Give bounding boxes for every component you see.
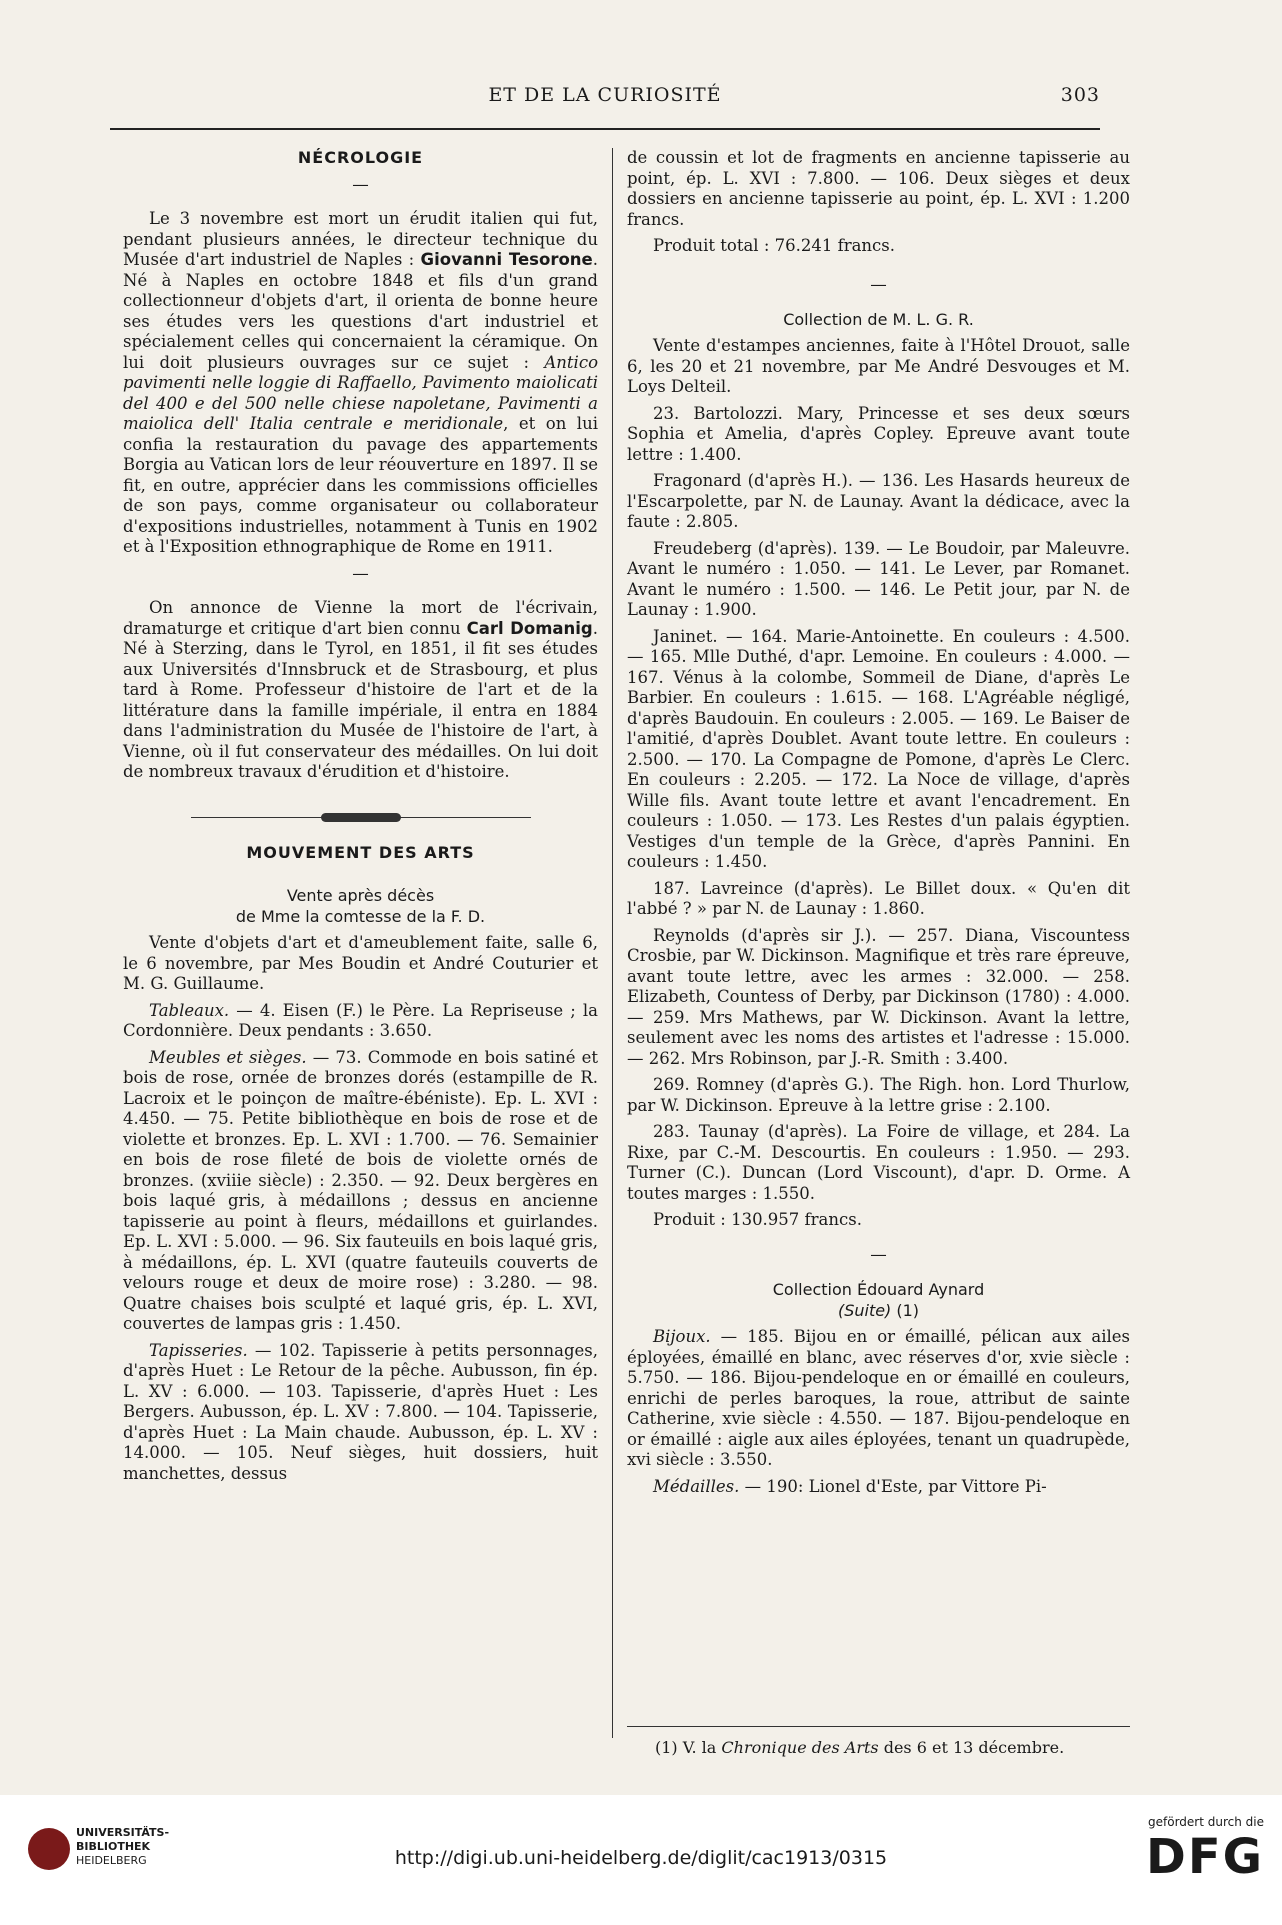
vente-title-line-2: de Mme la comtesse de la F. D. bbox=[235, 907, 486, 926]
section-dash: — bbox=[870, 1244, 887, 1264]
section-dash: — bbox=[870, 274, 887, 294]
works-titles: Antico pavimenti nelle loggie di Raffaello, Pavimento maiolicati del 400 e del 500 nelle chiese napoletane, Pavimenti a maiolica dell' Italia centrale e meridionale bbox=[123, 352, 598, 433]
meubles-paragraph: Meubles et sièges. — 73. Commode en bois satiné et bois de rose, ornée de bronzes dorés (estampille de R. Lacroix et le poinçon de maître-ébéniste). Ep. L. XVI : 4.450. — 75. Petite bibliothèque en bois de rose et de violette et bronzes. Ep. L. XVI : 1.700. — 76. Semainier en bois de rose fileté de bois de violette ornés de bronzes. (xviiie siècle) : 2.350. — 92. Deux bergères en bois laqué gris, à médaillons ; dessus en ancienne tapisserie au point à fleurs, médaillons et guirlandes. Ep. L. XVI : 5.000. — 96. Six fauteuils en bois laqué gris, à médaillons, ép. L. XVI (quatre fauteuils couverts de velours rouge et deux de moire rose) : 3.280. — 98. Quatre chaises bois sculpté et laqué gris, ép. L. XVI, couvertes de lampas gris : 1.450. bbox=[123, 1047, 598, 1333]
permalink-url[interactable]: http://digi.ub.uni-heidelberg.de/diglit/cac1913/0315 bbox=[394, 1847, 888, 1869]
bijoux-label: Bijoux. bbox=[653, 1327, 711, 1346]
medailles-label: Médailles. bbox=[653, 1476, 740, 1496]
footnote: (1) V. la Chronique des Arts des 6 et 13 décembre. bbox=[655, 1738, 1065, 1757]
dfg-sponsor-logo[interactable] bbox=[1114, 1815, 1264, 1885]
ornamental-divider bbox=[191, 811, 531, 825]
collection-aynard-title: Collection Édouard Aynard bbox=[772, 1280, 985, 1299]
mlgr-item: Fragonard (d'après H.). — 136. Les Hasards heureux de l'Escarpolette, par N. de Launay. Avant la dédicace, avec la faute : 2.805. bbox=[627, 471, 1130, 531]
page-number: 303 bbox=[1060, 84, 1100, 106]
footnote-rule bbox=[627, 1726, 1130, 1727]
viewer-footer bbox=[0, 1795, 1282, 1925]
university-library-logo[interactable]: UNIVERSITÄTS- BIBLIOTHEK HEIDELBERG bbox=[28, 1822, 138, 1902]
bijoux-paragraph: Bijoux. — 185. Bijou en or émaillé, pélican aux ailes éployées, émaillé en blanc, avec réserves d'or, xvie siècle : 5.750. — 186. Bijou-pendeloque en or émaillé en couleurs, enrichi de perles baroques, la roue, attribut de sainte Catherine, xvie siècle : 4.550. — 187. Bijou-pendeloque en or émaillé : aigle aux ailes éployées, tenant un quadrupède, xvi siècle : 3.550. bbox=[627, 1327, 1130, 1469]
person-name: Carl Domanig bbox=[466, 618, 593, 638]
mlgr-item: Janinet. — 164. Marie-Antoinette. En couleurs : 4.500. — 165. Mlle Duthé, d'apr. Lemoine. En couleurs : 4.000. — 167. Vénus à la colombe, Sommeil de Diane, d'après Le Barbier. En couleurs : 1.615. — 168. L'Agréable négligé, d'après Baudouin. En couleurs : 2.005. — 169. Le Baiser de l'amitié, d'après Doublet. Avant toute lettre. En couleurs : 2.500. — 170. La Compagne de Pomone, d'après Le Clerc. En couleurs : 2.205. — 172. La Noce de village, d'après Wille fils. Avant toute lettre et avant l'encadrement. En couleurs : 1.050. — 173. Les Restes d'un palais égyptien. Vestiges d'un temple de la Grèce, d'après Pannini. En couleurs : 1.450. bbox=[627, 626, 1130, 871]
mlgr-item: Reynolds (d'après sir J.). — 257. Diana, Viscountess Crosbie, par W. Dickinson. Magnifique et très rare épreuve, avant toute lettre, avec les armes : 32.000. — 258. Elizabeth, Countess of Derby, par Dickinson (1780) : 4.000. — 259. Mrs Mathews, par W. Dickinson. Avant la lettre, seulement avec les noms des artistes et l'adresse : 15.000. — 262. Mrs Robinson, par J.-R. Smith : 3.400. bbox=[627, 925, 1130, 1068]
left-column bbox=[123, 148, 598, 1490]
necrology-paragraph-2: On annonce de Vienne la mort de l'écrivain, dramaturge et critique d'art bien connu Carl Domanig. Né à Sterzing, dans le Tyrol, en 1851, il fit ses études aux Universités d'Innsbruck et de Strasbourg, et plus tard à Rome. Professeur d'histoire de l'art et de la littérature dans la famille impériale, il entra en 1884 dans l'administration du Musée de l'histoire de l'art, à Vienne, où il fut conservateur des médailles. On lui doit de nombreux travaux d'érudition et d'histoire. bbox=[123, 598, 598, 781]
tableaux-label: Tableaux. bbox=[149, 1000, 230, 1020]
medailles-paragraph: Médailles. — 190: Lionel d'Este, par Vittore Pi- bbox=[653, 1476, 1047, 1496]
collection-mlgr-title: Collection de M. L. G. R. bbox=[783, 310, 974, 329]
dfg-logo-text: DFG bbox=[1145, 1829, 1264, 1885]
mlgr-item: Freudeberg (d'après). 139. — Le Boudoir, par Maleuvre. Avant le numéro : 1.050. — 141. Le Lever, par Romanet. Avant le numéro : 1.500. — 146. Le Petit jour, par N. de Launay : 1.900. bbox=[627, 538, 1130, 619]
necrologie-title: NÉCROLOGIE bbox=[297, 148, 424, 167]
section-dash: — bbox=[352, 563, 369, 583]
continuation-paragraph: de coussin et lot de fragments en ancienne tapisserie au point, ép. L. XVI : 7.800. — 106. Deux sièges et deux dossiers en ancienne tapisserie au point, ép. L. XVI : 1.200 francs. bbox=[627, 148, 1130, 229]
vente-title-line-1: Vente après décès bbox=[286, 886, 435, 905]
mlgr-item: 187. Lavreince (d'après). Le Billet doux. « Qu'en dit l'abbé ? » par N. de Launay : 1.860. bbox=[627, 878, 1130, 918]
tapisseries-label: Tapisseries. bbox=[149, 1340, 248, 1360]
necrology-paragraph-1: Le 3 novembre est mort un érudit italien qui fut, pendant plusieurs années, le directeur technique du Musée d'art industriel de Naples : Giovanni Tesorone. Né à Naples en octobre 1848 et fils d'un grand collectionneur d'objets d'art, il orienta de bonne heure ses études vers les questions d'art industriel et spécialement celles qui concernaient la céramique. On lui doit plusieurs ouvrages sur ce sujet : Antico pavimenti nelle loggie di Raffaello, Pavimento maiolicati del 400 e del 500 nelle chiese napoletane, Pavimenti a maiolica dell' Italia centrale e meridionale, et on lui confia la restauration du pavage des appartements Borgia au Vatican lors de leur réouverture en 1897. Il se fit, en outre, apprécier dans les commissions officielles de son pays, comme organisateur ou collaborateur d'expositions industrielles, notamment à Tunis en 1902 et à l'Exposition ethnographique de Rome en 1911. bbox=[123, 209, 598, 556]
running-header bbox=[110, 84, 1100, 114]
mlgr-intro: Vente d'estampes anciennes, faite à l'Hôtel Drouot, salle 6, les 20 et 21 novembre, par Me André Desvouges et M. Loys Delteil. bbox=[627, 336, 1130, 396]
person-name: Giovanni Tesorone bbox=[420, 250, 593, 269]
aynard-subtitle: (Suite) (1) bbox=[837, 1301, 920, 1320]
mlgr-item: 269. Romney (d'après G.). The Righ. hon. Lord Thurlow, par W. Dickinson. Epreuve à la lettre grise : 2.100. bbox=[627, 1075, 1130, 1115]
footnote-ref: (1) bbox=[891, 1301, 920, 1320]
vente-intro: Vente d'objets d'art et d'ameublement faite, salle 6, le 6 novembre, par Mes Boudin et André Couturier et M. G. Guillaume. bbox=[123, 933, 598, 993]
mouvement-title: MOUVEMENT DES ARTS bbox=[246, 842, 475, 862]
section-dash: — bbox=[352, 174, 369, 194]
running-title: ET DE LA CURIOSITÉ bbox=[488, 84, 722, 106]
meubles-label: Meubles et sièges. bbox=[149, 1047, 307, 1067]
tableaux-paragraph: Tableaux. — 4. Eisen (F.) le Père. La Repriseuse ; la Cordonnière. Deux pendants : 3.650. bbox=[123, 1000, 598, 1040]
sponsor-text: gefördert durch die bbox=[1148, 1815, 1264, 1829]
header-rule bbox=[110, 128, 1100, 130]
mlgr-item: 23. Bartolozzi. Mary, Princesse et ses deux sœurs Sophia et Amelia, d'après Copley. Epreuve avant toute lettre : 1.400. bbox=[627, 403, 1130, 464]
tapisseries-paragraph: Tapisseries. — 102. Tapisserie à petits personnages, d'après Huet : Le Retour de la pêche. Aubusson, fin ép. L. XV : 6.000. — 103. Tapisserie, d'après Huet : Les Bergers. Aubusson, ép. L. XV : 7.800. — 104. Tapisserie, d'après Huet : La Main chaude. Aubusson, ép. L. XV : 14.000. — 105. Neuf sièges, huit dossiers, huit manchettes, dessus bbox=[123, 1340, 598, 1483]
right-column bbox=[627, 148, 1130, 1503]
column-divider bbox=[612, 148, 613, 1738]
total-product-2: Produit : 130.957 francs. bbox=[653, 1210, 862, 1229]
mlgr-item: 283. Taunay (d'après). La Foire de village, et 284. La Rixe, par C.-M. Descourtis. En couleurs : 1.950. — 293. Turner (C.). Duncan (Lord Viscount), d'apr. D. Orme. A toutes marges : 1.550. bbox=[627, 1122, 1130, 1203]
total-product-1: Produit total : 76.241 francs. bbox=[653, 236, 896, 255]
